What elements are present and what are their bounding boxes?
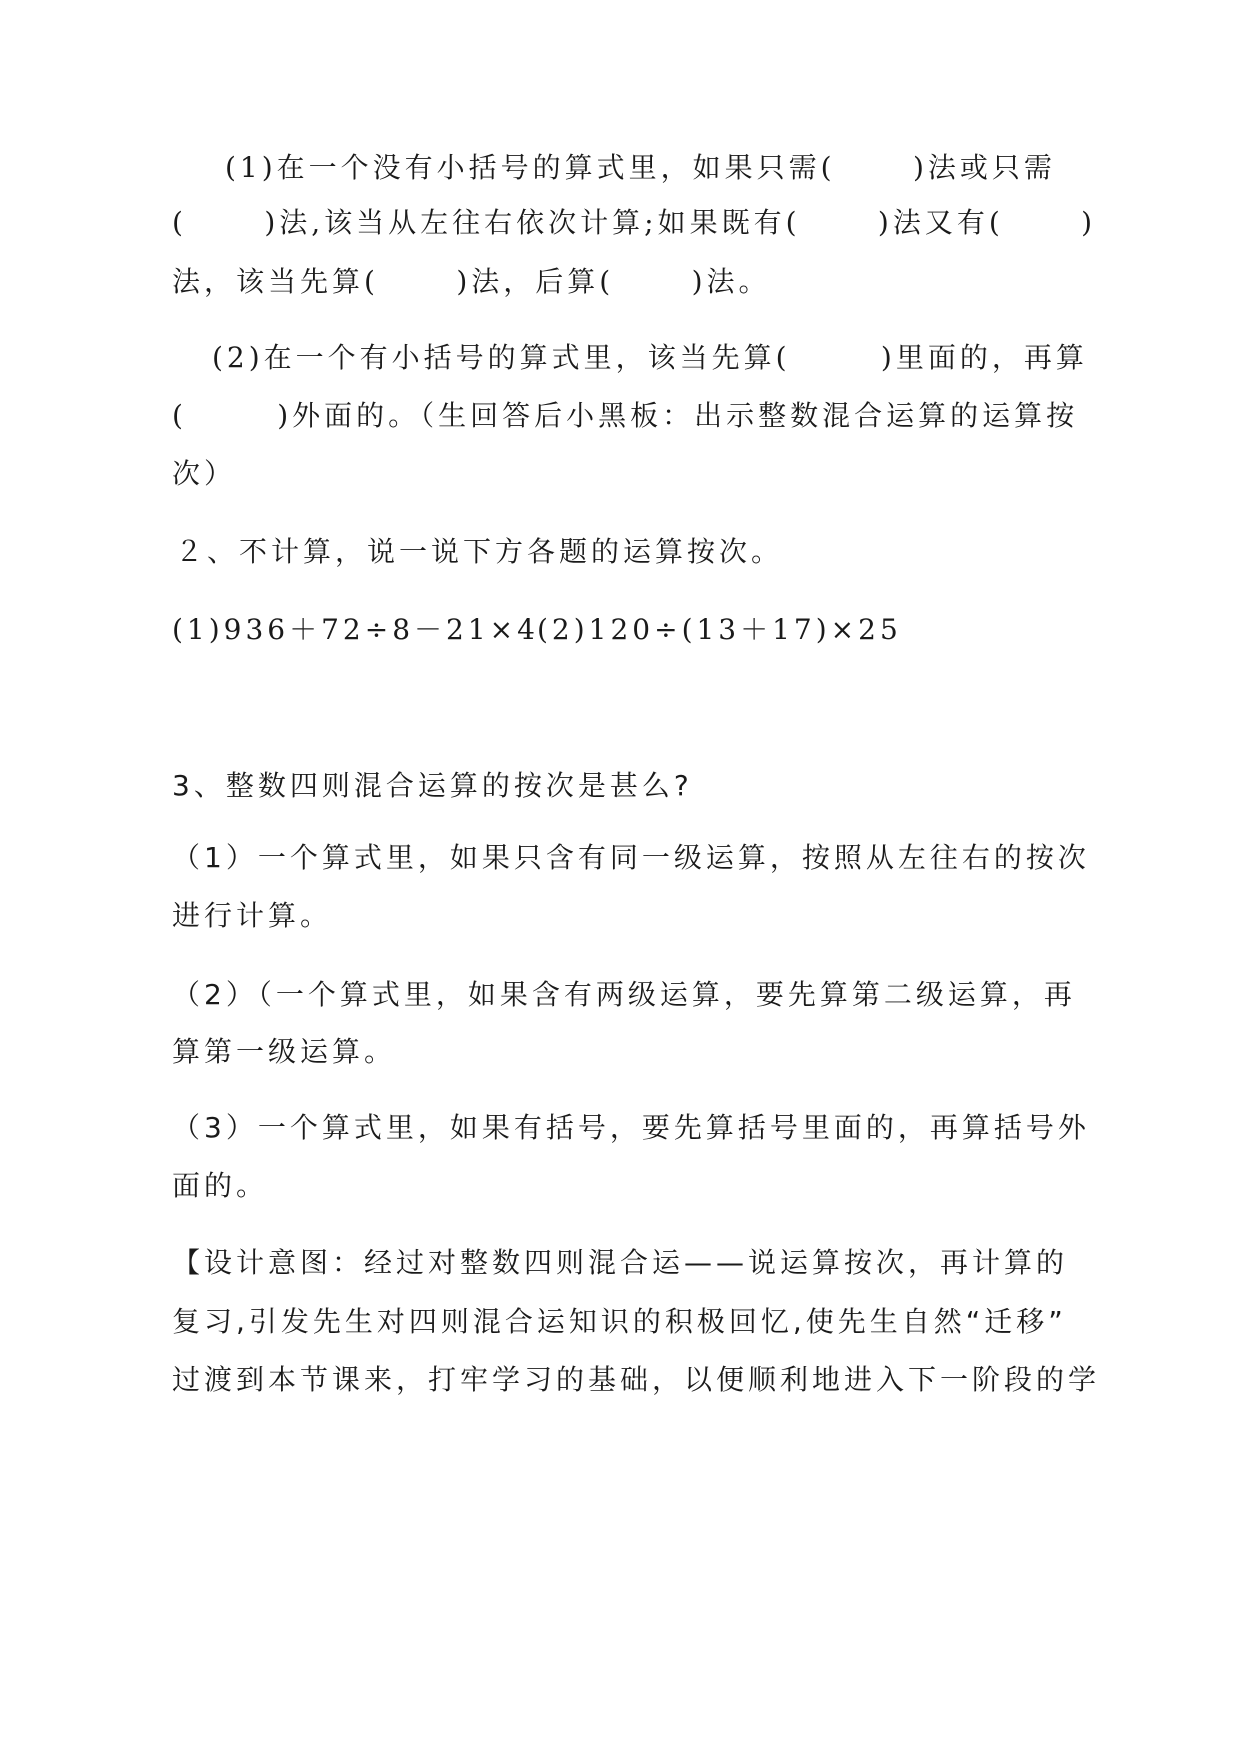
design-intent-line: 【设计意图：经过对整数四则混合运——说运算按次，再计算的 <box>172 1246 1069 1279</box>
question-heading: 3、整数四则混合运算的按次是甚么? <box>172 769 693 802</box>
text-line: ( )外面的。（生回答后小黑板：出示整数混合运算的运算按 <box>172 399 1079 432</box>
text-line: ２、不计算，说一说下方各题的运算按次。 <box>175 535 784 568</box>
text-line: （3）一个算式里，如果有括号，要先算括号里面的，再算括号外 <box>172 1111 1090 1144</box>
text-line: (1)在一个没有小括号的算式里，如果只需( )法或只需 <box>225 151 1056 184</box>
text-line: （2）（一个算式里，如果含有两级运算，要先算第二级运算，再 <box>172 978 1076 1011</box>
text-line: ( )法,该当从左往右依次计算;如果既有( )法又有( ) <box>172 206 1097 239</box>
expression-1: (1)936＋72÷8－21×4 <box>172 613 539 646</box>
text-line: 面的。 <box>172 1169 269 1202</box>
text-line: 法，该当先算( )法，后算( )法。 <box>172 265 771 298</box>
text-line: 进行计算。 <box>172 899 333 932</box>
design-intent-line: 复习,引发先生对四则混合运知识的积极回忆,使先生自然“迁移” <box>172 1305 1067 1338</box>
text-line: 次） <box>172 457 237 490</box>
expression-2: (2)120÷(13＋17)×25 <box>537 613 902 646</box>
text-line: （1）一个算式里，如果只含有同一级运算，按照从左往右的按次 <box>172 841 1090 874</box>
text-line: (2)在一个有小括号的算式里，该当先算( )里面的，再算 <box>212 341 1088 374</box>
text-line: 算第一级运算。 <box>172 1035 397 1068</box>
design-intent-line: 过渡到本节课来，打牢学习的基础，以便顺利地进入下一阶段的学 <box>172 1363 1101 1396</box>
